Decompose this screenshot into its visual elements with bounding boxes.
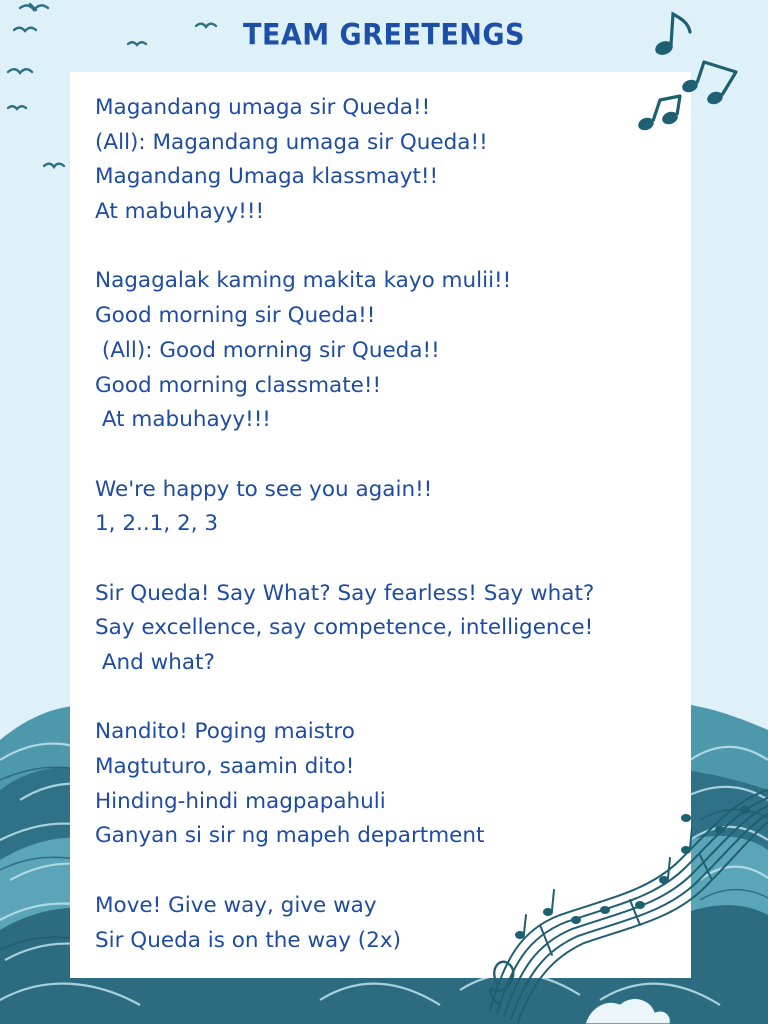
lyric-line: At mabuhayy!!!: [95, 199, 265, 225]
lyric-line: And what?: [95, 650, 215, 675]
lyric-line: Magandang umaga sir Queda!!: [95, 95, 431, 120]
lyric-line: Nandito! Poging maistro: [95, 719, 355, 745]
lyric-line: Ganyan si sir ng mapeh department: [95, 823, 485, 849]
bird-icon: [8, 69, 32, 73]
lyric-line: (All): Good morning sir Queda!!: [95, 337, 440, 363]
lyric-line: [95, 681, 675, 716]
lyric-line: Magtuturo, saamin dito!: [95, 754, 355, 780]
lyrics-body: [95, 91, 675, 958]
lyric-line: [95, 854, 675, 889]
lyric-line: At mabuhayy!!!: [95, 407, 271, 433]
lyric-line: Hinding-hindi magpapahuli: [95, 788, 386, 814]
lyric-line: (All): Magandang umaga sir Queda!!: [95, 129, 488, 155]
lyric-line: Magandang Umaga klassmayt!!: [95, 164, 439, 190]
lyric-line: [95, 230, 675, 265]
lyric-line: Sir Queda is on the way (2x): [95, 927, 401, 953]
lyric-line: Sir Queda! Say What? Say fearless! Say what?: [95, 580, 595, 606]
lyric-line: We're happy to see you again!!: [95, 476, 433, 502]
lyric-line: Good morning sir Queda!!: [95, 303, 376, 329]
bird-icon: [8, 106, 26, 109]
lyric-line: Say excellence, say competence, intelligence!: [95, 615, 594, 641]
lyric-line: 1, 2..1, 2, 3: [95, 511, 219, 537]
lyric-line: Good morning classmate!!: [95, 372, 382, 398]
lyric-line: [95, 438, 675, 473]
page-title: TEAM GREETENGS: [243, 18, 525, 53]
lyric-line: Move! Give way, give way: [95, 892, 377, 918]
lyric-line: [95, 542, 675, 577]
bird-icon: [44, 164, 64, 167]
lyric-line: Nagagalak kaming makita kayo mulii!!: [95, 268, 512, 294]
